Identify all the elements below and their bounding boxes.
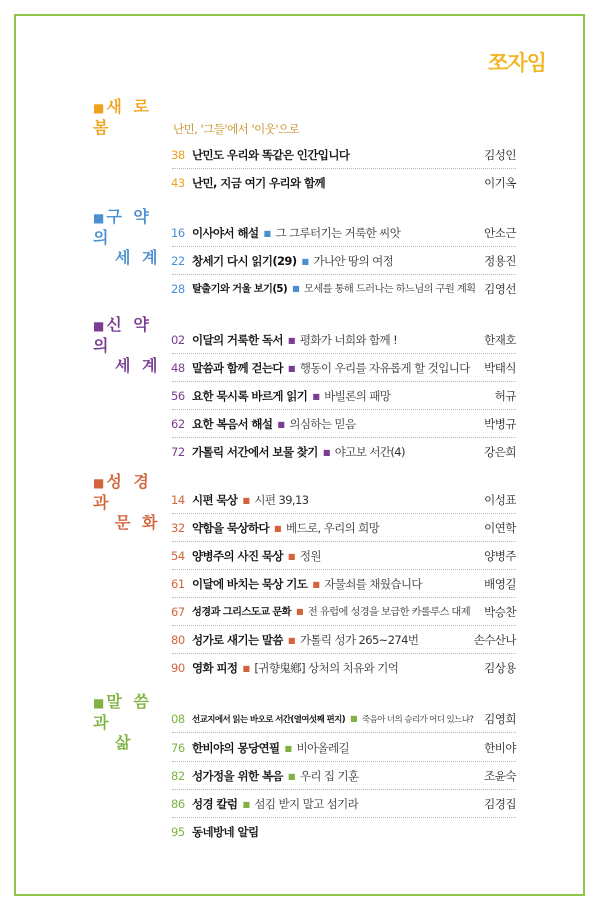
entry-author: 한비야 [484, 741, 516, 755]
entry-author: 이성표 [484, 493, 516, 507]
separator-square-icon: ■ [287, 636, 295, 645]
page-number: 95 [171, 825, 185, 839]
entry-subtitle: 행동이 우리를 자유롭게 할 것입니다 [299, 361, 470, 375]
page-number: 08 [171, 712, 185, 726]
entry-text [192, 603, 470, 621]
toc-entry[interactable] [0, 359, 600, 377]
entry-author: 김성인 [484, 148, 516, 162]
page-number: 61 [171, 577, 185, 591]
page-number: 86 [171, 797, 185, 811]
entry-subtitle: 가톨릭 성가 265~274번 [299, 633, 419, 647]
entry-text [192, 415, 355, 434]
bullet-square-icon: ■ [93, 211, 105, 225]
toc-entry[interactable] [0, 739, 600, 757]
dotted-divider [172, 437, 516, 438]
section-title-line1: 구 약 의 [93, 207, 152, 247]
entry-author: 정용진 [484, 254, 516, 268]
separator-square-icon: ■ [287, 364, 295, 373]
separator-square-icon: ■ [287, 772, 295, 781]
dotted-divider [172, 381, 516, 382]
toc-entry[interactable] [0, 224, 600, 242]
entry-title: 성가정을 위한 복음 [192, 769, 283, 783]
separator-square-icon: ■ [284, 744, 292, 753]
entry-author: 이기옥 [484, 176, 516, 190]
page-number: 54 [171, 549, 185, 563]
entry-title: 탈출기와 거울 보기(5) [192, 283, 288, 295]
entry-text [192, 659, 398, 678]
dotted-divider [172, 597, 516, 598]
entry-title: 말씀과 함께 걷는다 [192, 361, 283, 375]
separator-square-icon: ■ [277, 420, 285, 429]
dotted-divider [172, 409, 516, 410]
dotted-divider [172, 569, 516, 570]
page-number: 16 [171, 226, 185, 240]
page-number: 38 [171, 148, 185, 162]
entry-subtitle: 우리 집 기훈 [299, 769, 359, 783]
entry-author: 강은희 [484, 445, 516, 459]
bullet-square-icon: ■ [93, 319, 105, 333]
section-title-line2: 세 계 [115, 248, 161, 267]
entry-subtitle: 죽음아 너의 승리가 어디 있느냐? [361, 715, 474, 725]
entry-text [192, 739, 349, 758]
page-number: 80 [171, 633, 185, 647]
entry-subtitle: 섬김 받지 말고 섬기라 [254, 797, 359, 811]
toc-entry[interactable] [0, 415, 600, 433]
entry-title: 선교지에서 읽는 바오로 서간(열여섯째 편지) [192, 715, 346, 725]
entry-title: 이달의 거룩한 독서 [192, 333, 283, 347]
toc-entry[interactable] [0, 547, 600, 565]
dotted-divider [172, 168, 516, 169]
entry-subtitle: 바빌론의 패망 [324, 389, 391, 403]
page-number: 90 [171, 661, 185, 675]
page-number: 28 [171, 282, 185, 296]
entry-subtitle: 가나안 땅의 여정 [313, 254, 394, 268]
entry-title: 이달에 바치는 묵상 기도 [192, 577, 308, 591]
dotted-divider [172, 789, 516, 790]
separator-square-icon: ■ [273, 524, 281, 533]
section-title-line2: 삶 [115, 733, 134, 752]
entry-title: 난민, 지금 여기 우리와 함께 [192, 176, 325, 190]
section-title-line1: 신 약 의 [93, 315, 152, 355]
entry-subtitle: 자물쇠를 채웠습니다 [324, 577, 422, 591]
dotted-divider [172, 817, 516, 818]
section-title-line1: 말 씀 과 [93, 692, 152, 732]
dotted-divider [172, 246, 516, 247]
entry-subtitle: 의심하는 믿음 [289, 417, 356, 431]
entry-subtitle: 정원 [299, 549, 321, 563]
toc-entry[interactable] [0, 631, 600, 649]
entry-subtitle: 모세를 통해 드러나는 하느님의 구원 계획 [304, 283, 476, 295]
entry-author: 김영선 [484, 282, 516, 296]
entry-title: 이사야서 해설 [192, 226, 259, 240]
entry-text [192, 575, 422, 594]
toc-entry[interactable] [0, 575, 600, 593]
entry-title: 시편 묵상 [192, 493, 238, 507]
entry-text [192, 359, 470, 378]
dotted-divider [172, 732, 516, 733]
entry-author: 손수산나 [473, 633, 516, 647]
page-number: 48 [171, 361, 185, 375]
entry-text [192, 252, 393, 271]
page-number: 67 [171, 605, 185, 619]
entry-author: 박승찬 [484, 605, 516, 619]
entry-text [192, 146, 349, 164]
entry-title: 양병주의 사진 묵상 [192, 549, 283, 563]
entry-author: 배영길 [484, 577, 516, 591]
toc-entry[interactable] [0, 519, 600, 537]
entry-author: 김경집 [484, 797, 516, 811]
entry-text [192, 767, 359, 786]
entry-text [192, 631, 418, 650]
entry-subtitle: 그 그루터기는 거룩한 씨앗 [275, 226, 401, 240]
separator-square-icon: ■ [287, 336, 295, 345]
toc-entry[interactable] [0, 767, 600, 785]
dotted-divider [172, 653, 516, 654]
entry-title: 요한 묵시록 바르게 읽기 [192, 389, 308, 403]
bullet-square-icon: ■ [93, 101, 105, 115]
entry-text [192, 795, 358, 814]
entry-author: 양병주 [484, 549, 516, 563]
entry-subtitle: 비아올레길 [296, 741, 349, 755]
entry-author: 이연학 [484, 521, 516, 535]
toc-entry[interactable] [0, 659, 600, 677]
toc-entry[interactable] [0, 252, 600, 270]
entry-text [192, 491, 308, 510]
page-number: 72 [171, 445, 185, 459]
separator-square-icon: ■ [287, 552, 295, 561]
dotted-divider [172, 353, 516, 354]
entry-subtitle: 전 유럽에 성경을 보급한 카롤루스 대제 [307, 606, 471, 618]
entry-author: 한재호 [484, 333, 516, 347]
page-number: 76 [171, 741, 185, 755]
entry-text [192, 710, 473, 729]
separator-square-icon: ■ [242, 496, 250, 505]
toc-entry[interactable] [0, 823, 600, 841]
entry-subtitle: 시편 39,13 [254, 493, 309, 507]
dotted-divider [172, 761, 516, 762]
toc-entry[interactable] [0, 146, 600, 164]
entry-text [192, 280, 475, 298]
entry-subtitle: 야고보 서간(4) [334, 445, 405, 459]
separator-square-icon: ■ [312, 580, 320, 589]
section-title-line2: 세 계 [115, 356, 161, 375]
entry-text [192, 331, 397, 350]
entry-title: 가톨릭 서간에서 보물 찾기 [192, 445, 318, 459]
entry-text [192, 823, 258, 841]
toc-entry[interactable] [0, 443, 600, 461]
entry-title: 성가로 새기는 말씀 [192, 633, 283, 647]
toc-entry[interactable] [0, 331, 600, 349]
toc-entry[interactable] [0, 491, 600, 509]
dotted-divider [172, 513, 516, 514]
entry-subtitle: 베드로, 우리의 희망 [285, 521, 380, 535]
entry-text [192, 387, 390, 406]
dotted-divider [172, 625, 516, 626]
entry-author: 허규 [494, 389, 516, 403]
dotted-divider [172, 274, 516, 275]
page-number: 43 [171, 176, 185, 190]
toc-entry[interactable] [0, 387, 600, 405]
entry-text [192, 443, 405, 462]
entry-title: 난민도 우리와 똑같은 인간입니다 [192, 148, 350, 162]
separator-square-icon: ■ [295, 607, 303, 616]
entry-subtitle: [귀향鬼鄕] 상처의 치유와 기억 [254, 661, 399, 675]
entry-author: 박병규 [484, 417, 516, 431]
separator-square-icon: ■ [263, 229, 271, 238]
bullet-square-icon: ■ [93, 696, 105, 710]
toc-entry[interactable] [0, 280, 600, 298]
section-title-line1: 성 경 과 [93, 472, 152, 512]
entry-author: 안소근 [484, 226, 516, 240]
magazine-logo: 쪼자임 [488, 51, 546, 75]
toc-entry[interactable] [0, 174, 600, 192]
dotted-divider [172, 541, 516, 542]
separator-square-icon: ■ [301, 257, 309, 266]
toc-entry[interactable] [0, 710, 600, 728]
entry-title: 요한 복음서 해설 [192, 417, 273, 431]
separator-square-icon: ■ [292, 284, 300, 293]
entry-author: 조윤숙 [484, 769, 516, 783]
entry-text [192, 519, 379, 538]
page-number: 02 [171, 333, 185, 347]
section-title-line1: 새 로 봄 [93, 97, 152, 137]
entry-title: 성경 칼럼 [192, 797, 238, 811]
page-number: 62 [171, 417, 185, 431]
section-title-line2: 문 화 [115, 513, 161, 532]
separator-square-icon: ■ [350, 714, 357, 723]
page-number: 56 [171, 389, 185, 403]
entry-text [192, 174, 325, 192]
toc-entry[interactable] [0, 795, 600, 813]
entry-title: 성경과 그리스도교 문화 [192, 606, 291, 618]
entry-title: 영화 피정 [192, 661, 238, 675]
toc-entry[interactable] [0, 603, 600, 621]
entry-subtitle: 평화가 너희와 함께 ! [299, 333, 398, 347]
entry-author: 김상용 [484, 661, 516, 675]
entry-author: 김영희 [484, 712, 516, 726]
entry-title: 동네방네 알림 [192, 825, 259, 839]
entry-title: 창세기 다시 읽기(29) [192, 254, 297, 268]
separator-square-icon: ■ [242, 664, 250, 673]
separator-square-icon: ■ [322, 448, 330, 457]
section-subtitle: 난민, '그들'에서 '이웃'으로 [173, 122, 300, 136]
section-title [93, 97, 171, 138]
entry-text [192, 224, 400, 243]
page-number: 14 [171, 493, 185, 507]
page-number: 32 [171, 521, 185, 535]
bullet-square-icon: ■ [93, 476, 105, 490]
page-number: 22 [171, 254, 185, 268]
entry-text [192, 547, 321, 566]
page-number: 82 [171, 769, 185, 783]
separator-square-icon: ■ [242, 800, 250, 809]
entry-title: 한비야의 몽당연필 [192, 741, 280, 755]
entry-title: 약함을 묵상하다 [192, 521, 269, 535]
separator-square-icon: ■ [312, 392, 320, 401]
entry-author: 박태식 [484, 361, 516, 375]
